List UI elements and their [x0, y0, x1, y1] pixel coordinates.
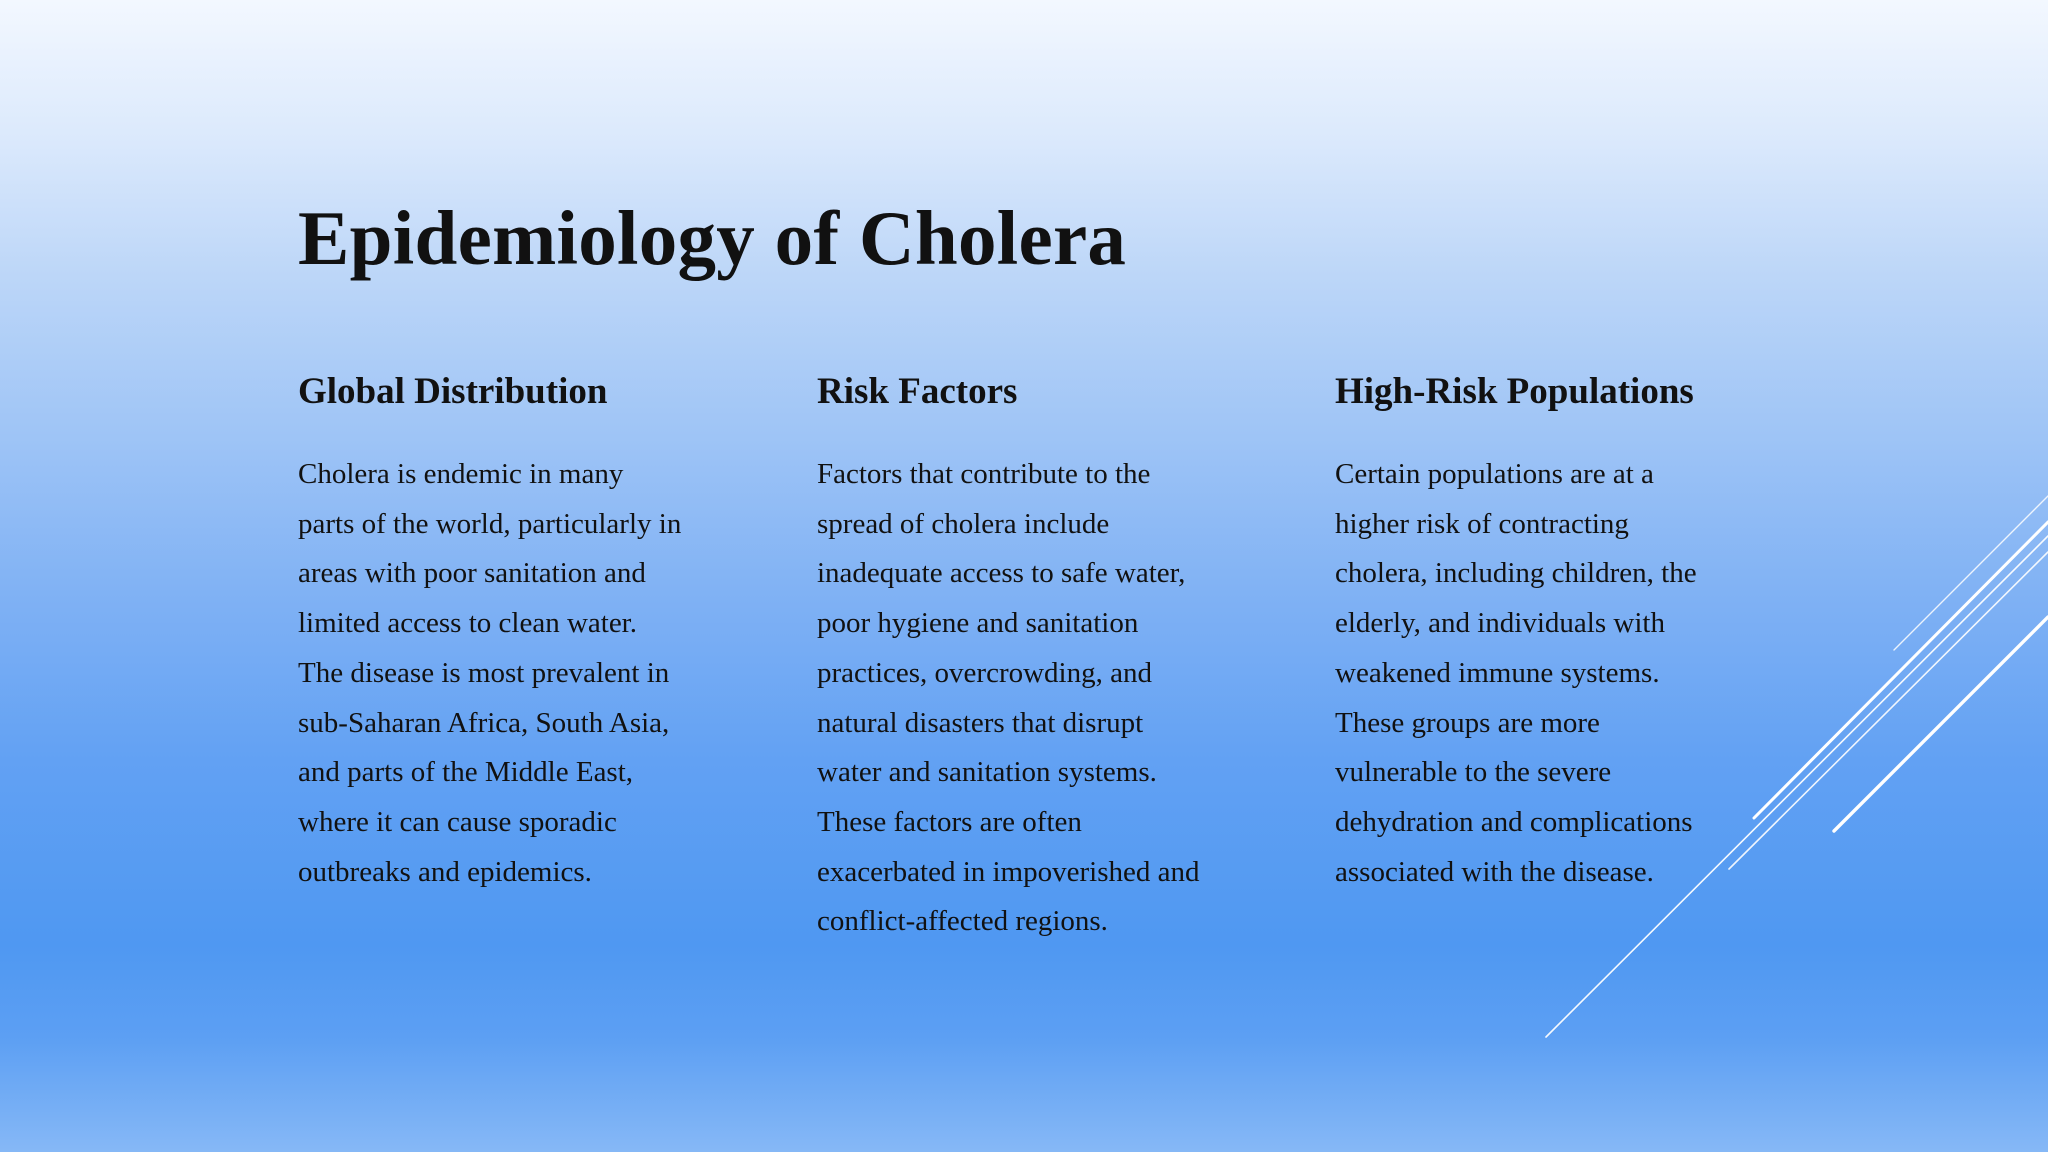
column-heading: Global Distribution — [298, 371, 608, 412]
column-body: Certain populations are at a higher risk of contracting cholera, including children, the elderly, and individuals with weakened immune systems. These groups are more vulnerable to the severe dehydration and complications associated with the disease. — [1335, 458, 1697, 888]
column-heading: Risk Factors — [817, 371, 1018, 412]
column-heading: High-Risk Populations — [1335, 371, 1694, 412]
column-body: Cholera is endemic in many parts of the world, particularly in areas with poor sanitation and limited access to clean water. The disease is most prevalent in sub-Saharan Africa, South Asia, and parts of the Middle East, where it can cause sporadic outbreaks and epidemics. — [298, 458, 682, 888]
decor-line — [1729, 552, 2048, 869]
column-risk-factors — [817, 368, 1257, 947]
decor-line — [1754, 522, 2048, 818]
slide-title: Epidemiology of Cholera — [298, 195, 1127, 281]
column-body: Factors that contribute to the spread of cholera include inadequate access to safe water, poor hygiene and sanitation practices, overcrowding, and natural disasters that disrupt water and sanitation systems. These factors are often exacerbated in impoverished and conflict-affected regions. — [817, 458, 1200, 938]
column-high-risk-populations — [1335, 368, 1775, 897]
decor-line — [1894, 496, 2048, 650]
column-global-distribution — [298, 368, 738, 897]
decor-line — [1834, 617, 2048, 831]
